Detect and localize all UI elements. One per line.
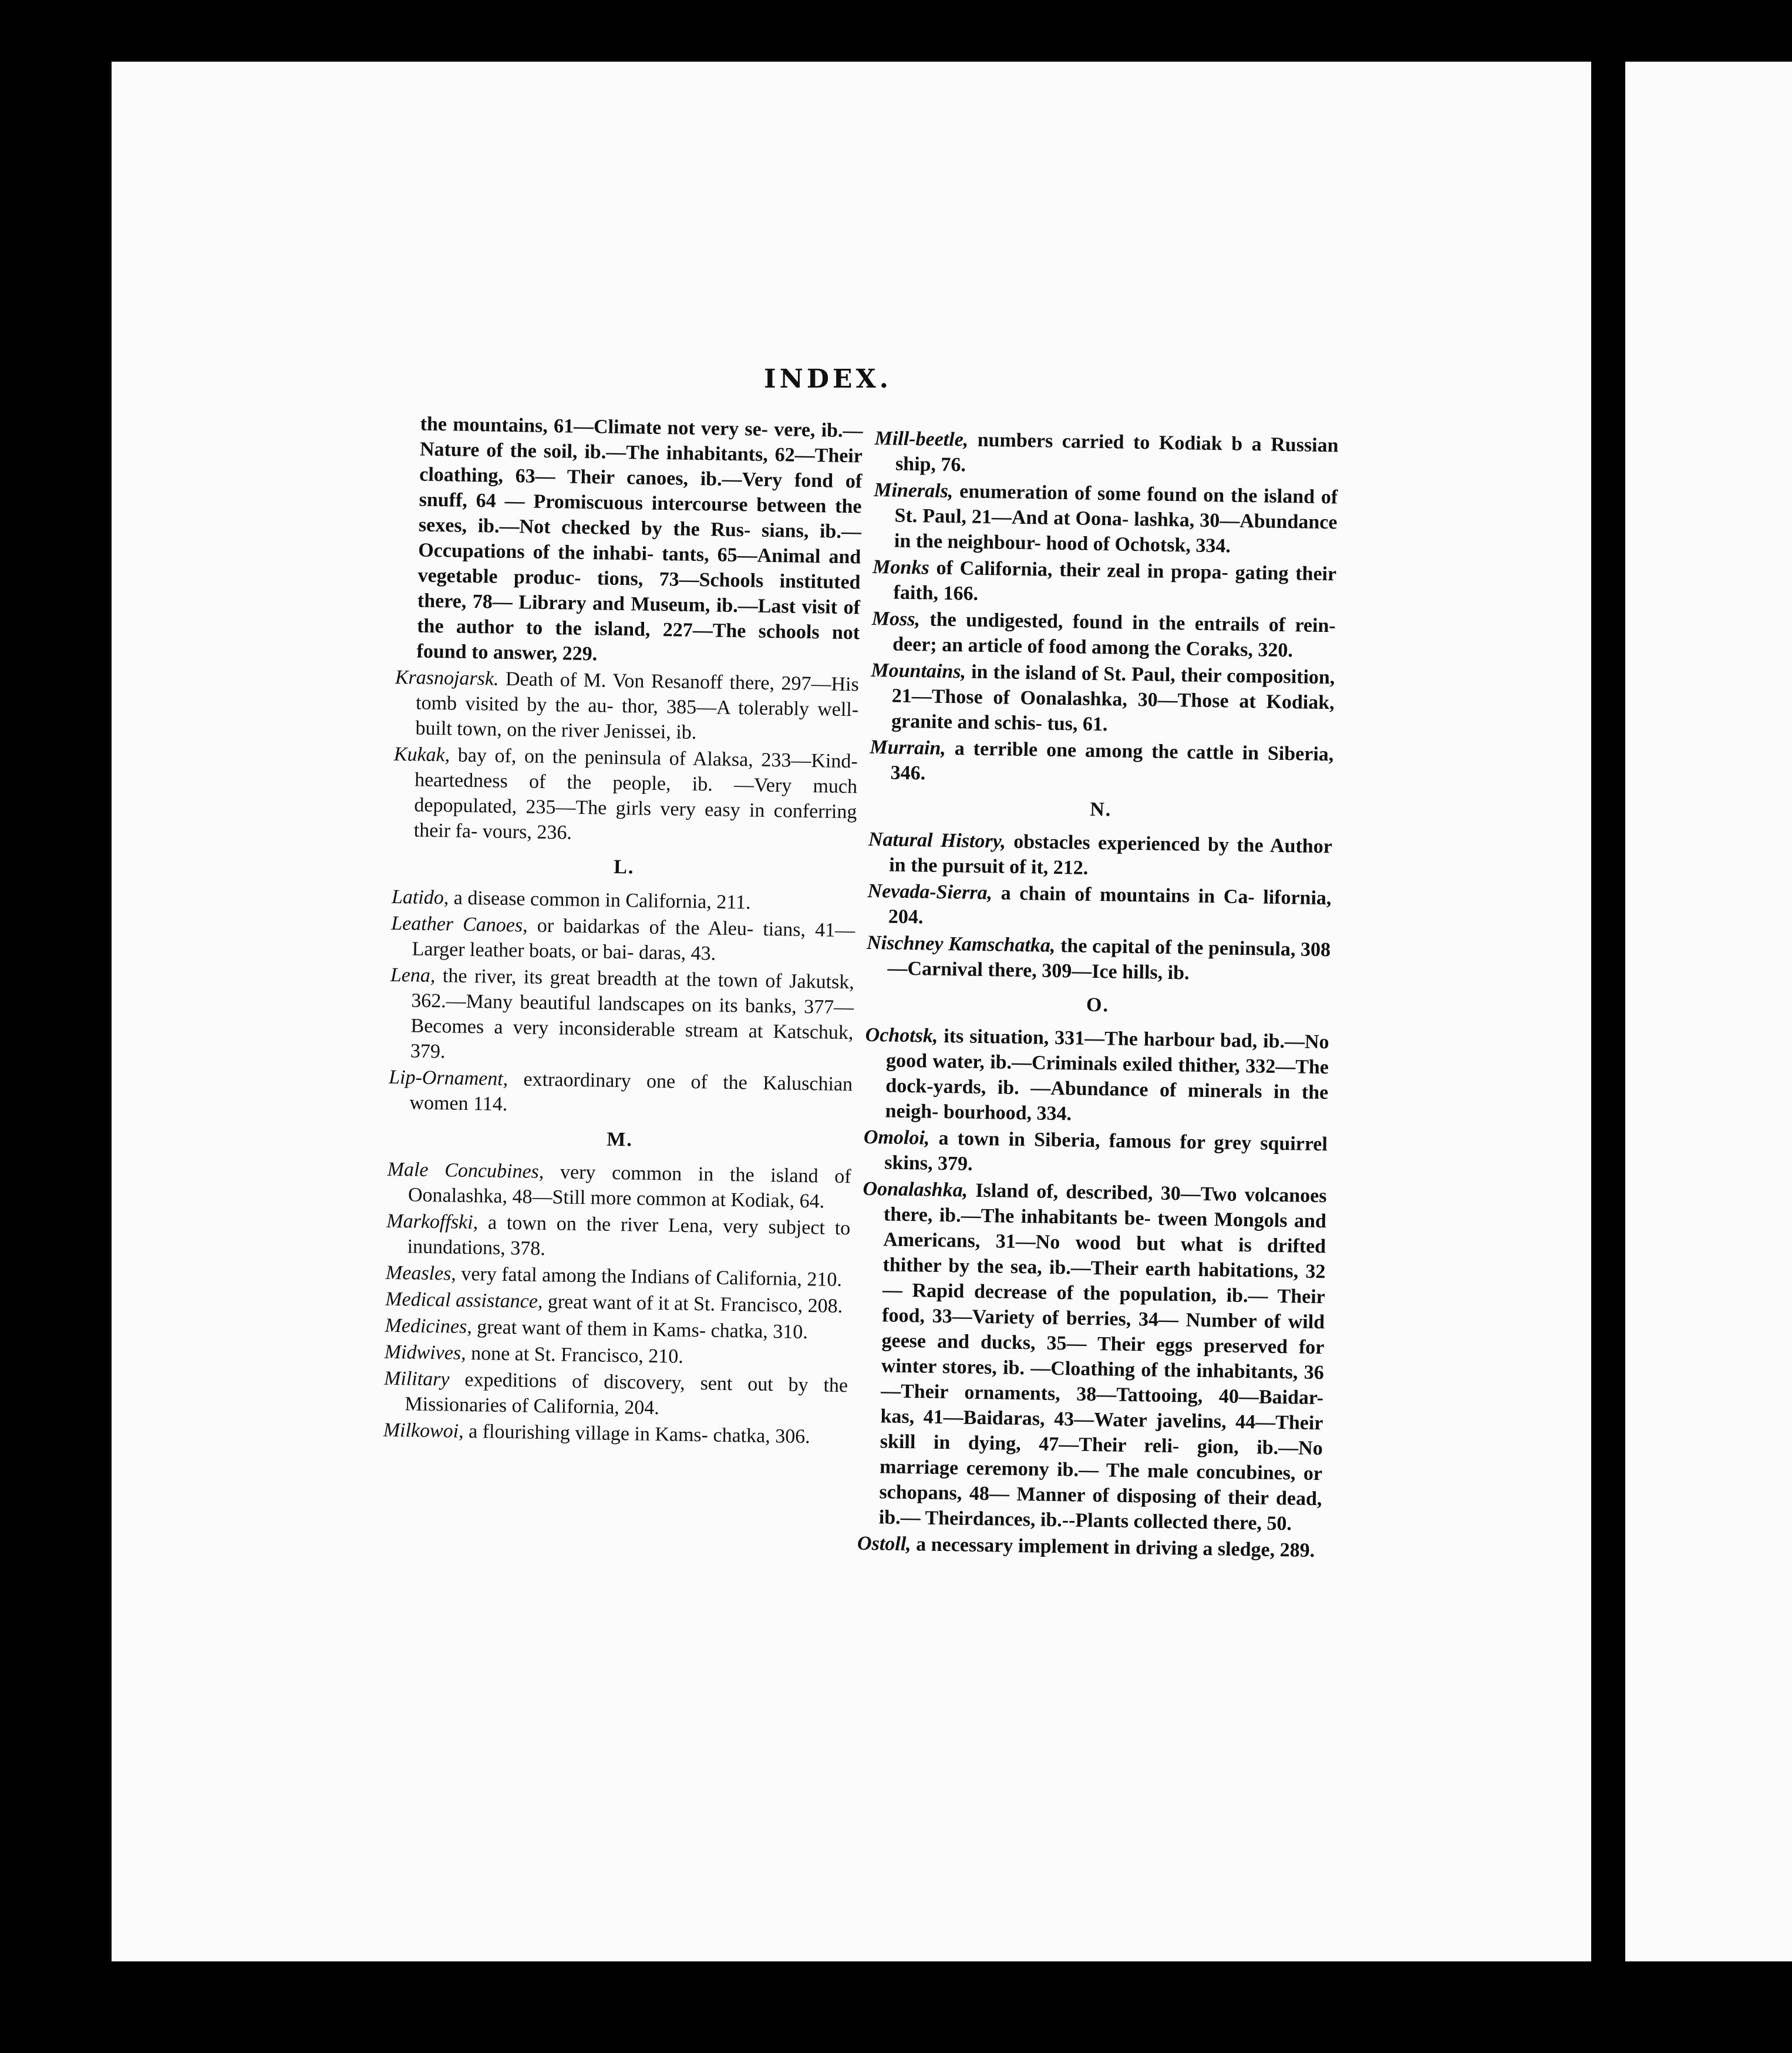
entry-text: the undigested, found in the entrails of rein-deer; an article of food among the Coraks, 320.	[892, 608, 1336, 662]
entry-heading: Milkowoi,	[383, 1419, 464, 1442]
entry-heading: Monks	[872, 556, 929, 579]
index-entry	[868, 827, 1332, 884]
entry-heading: Medicines,	[385, 1314, 473, 1338]
entry-heading: Nischney Kamschatka,	[866, 931, 1056, 957]
entry-text: a necessary implement in driving a sledge, 289.	[911, 1533, 1315, 1562]
entry-text: its situation, 331—The harbour bad, ib.—No good water, ib.—Criminals exiled thither, 332—The dock-yards, ib. —Abundance of minerals in the neigh- bourhood, 334.	[885, 1025, 1329, 1125]
index-entry	[867, 879, 1332, 936]
index-entry	[870, 658, 1335, 741]
entry-heading: Moss,	[871, 607, 921, 631]
entry-text: numbers carried to Kodiak b a Russian ship, 76.	[895, 429, 1339, 476]
entry-heading: Latido,	[391, 886, 449, 909]
entry-heading: Lip-Ornament,	[388, 1066, 508, 1091]
index-entry	[866, 930, 1330, 988]
index-entry	[874, 426, 1339, 483]
index-entry	[871, 606, 1336, 664]
entry-text: expeditions of discovery, sent out by the Missionaries of California, 204.	[405, 1368, 848, 1419]
entry-text: enumeration of some found on the island of St. Paul, 21—And at Oona- lashka, 30—Abundance in the neighbour- hood of Ochotsk, 334.	[894, 480, 1338, 557]
section-letter: O.	[1086, 994, 1110, 1017]
entry-heading: Military	[383, 1367, 450, 1391]
entry-text: great want of it at St. Francisco, 208.	[543, 1291, 843, 1318]
entry-heading: Markoffski,	[386, 1210, 479, 1234]
entry-text: Death of M. Von Resanoff there, 297—His tomb visited by the au- thor, 385—A tolerably well-built town, on the river Jenissei, ib.	[415, 668, 860, 744]
entry-heading: Male Concubines,	[387, 1158, 544, 1183]
entry-text: in the island of St. Paul, their composition, 21—Those of Oonalashka, 30—Those at Kodiak, granite and schis- tus, 61.	[891, 661, 1335, 736]
entry-heading: Mill-beetle,	[874, 427, 969, 451]
entry-heading: Ostoll,	[857, 1532, 912, 1556]
index-entry-continued	[395, 411, 863, 671]
entry-heading: Natural History,	[868, 828, 1006, 853]
entry-heading: Midwives,	[384, 1341, 466, 1364]
entry-heading: Kukak,	[393, 743, 450, 766]
index-column-right	[857, 426, 1339, 1564]
entry-text: none at St. Francisco, 210.	[466, 1342, 684, 1368]
index-entry	[864, 1022, 1329, 1130]
entry-text: Island of, described, 30—Two volcanoes there, ib.—The inhabitants be- tween Mongols and Americans, 31—No wood but what is drifted thither by the sea, ib.—Their earth habitations, 32— Rapid decrease of the population, ib.— Their food, 33—Variety of berries, 34— Number of wild geese and ducks, 35— Their eggs preserved for winter stores, ib. —Cloathing of the inhabitants, 36—Their ornaments, 38—Tattooing, 40—Baidar- kas, 41—Baidaras, 43—Water javelins, 44—Their skill in dying, 47—Their reli- gion, ib.—No marriage ceremony ib.— The male concubines, or schopans, 48— Manner of disposing of their dead, ib.— Theirdances, ib.--Plants collected there, 50.	[878, 1179, 1327, 1535]
entry-heading: Krasnojarsk.	[395, 666, 499, 690]
index-entry	[872, 554, 1336, 612]
entry-text: a disease common in California, 211.	[449, 887, 751, 914]
index-entry	[857, 1176, 1326, 1537]
index-entry	[873, 477, 1338, 560]
entry-text: a chain of mountains in Ca- lifornia, 204.	[888, 882, 1332, 928]
entry-text: very fatal among the Indians of California, 210.	[456, 1263, 843, 1291]
entry-text: obstacles experienced by the Author in the pursuit of it, 212.	[888, 830, 1333, 879]
entry-heading: Lena,	[390, 964, 436, 987]
entry-text: the mountains, 61—Climate not very se- vere, ib.—Nature of the soil, ib.—The inhabitants, 62—Their cloathing, 63— Their canoes, ib.—Very fond of snuff, 64 — Promiscuous intercourse between the sexes, ib.—Not checked by the Rus- sians, ib.—Occupations of the inhabi- tants, 65—Animal and vegetable produc- tions, 73—Schools instituted there, 78— Library and Museum, ib.—Last visit of the author to the island, 227—The schools not found to answer, 229.	[416, 413, 863, 665]
entry-heading: Nevada-Sierra,	[867, 880, 993, 904]
entry-text: great want of them in Kams- chatka, 310.	[471, 1316, 809, 1344]
index-entry	[383, 1366, 848, 1423]
index-column-left	[383, 411, 863, 1451]
index-entry	[388, 1065, 853, 1122]
page-title: INDEX.	[764, 364, 892, 394]
index-entry	[390, 911, 855, 968]
index-entry	[863, 1125, 1328, 1182]
section-letter: M.	[606, 1128, 634, 1151]
entry-heading: Ochotsk,	[865, 1024, 938, 1047]
index-entry	[392, 742, 858, 850]
entry-heading: Oonalashka,	[863, 1177, 968, 1201]
index-entry	[386, 1209, 850, 1266]
entry-text: of California, their zeal in propa- gating their faith, 166.	[893, 557, 1337, 605]
entry-text: bay of, on the peninsula of Alaksa, 233—Kind-heartedness of the people, ib. —Very much depopulated, 235—The girls very easy in conferring their fa- vours, 236.	[413, 744, 858, 844]
entry-text: a town on the river Lena, very subject to inundations, 378.	[407, 1211, 851, 1260]
scan-border	[0, 1961, 1792, 2053]
entry-heading: Omoloi,	[863, 1126, 930, 1149]
index-entry	[387, 1157, 851, 1214]
index-entry	[394, 665, 859, 748]
index-entry	[389, 962, 855, 1071]
entry-heading: Leather Canoes,	[391, 912, 528, 937]
entry-text: the capital of the peninsula, 308—Carnival there, 309—Ice hills, ib.	[887, 934, 1331, 984]
entry-text: the river, its great breadth at the town of Jakutsk, 362.—Many beautiful landscapes on its banks, 377—Becomes a very inconsiderable stream at Katschuk, 379.	[410, 965, 855, 1063]
entry-text: extraordinary one of the Kaluschian women 114.	[409, 1068, 853, 1116]
entry-text: a terrible one among the cattle in Siberia, 346.	[890, 737, 1334, 785]
entry-text: very common in the island of Oonalashka, 48—Still more common at Kodiak, 64.	[407, 1161, 851, 1213]
index-entry	[869, 735, 1333, 792]
entry-heading: Medical assistance,	[385, 1288, 543, 1313]
adjacent-page-edge	[1625, 62, 1792, 1961]
entry-heading: Murrain,	[870, 736, 946, 759]
entry-text: a town in Siberia, famous for grey squirrel skins, 379.	[884, 1127, 1328, 1175]
entry-text: or baidarkas of the Aleu- tians, 41—Larger leather boats, or bai- daras, 43.	[412, 914, 855, 965]
section-letter: L.	[613, 856, 635, 879]
entry-heading: Minerals,	[873, 479, 954, 503]
entry-heading: Mountains,	[871, 659, 966, 683]
entry-heading: Measles,	[385, 1261, 457, 1285]
section-letter: N.	[1089, 798, 1112, 821]
entry-text: a flourishing village in Kams- chatka, 306.	[463, 1420, 811, 1448]
